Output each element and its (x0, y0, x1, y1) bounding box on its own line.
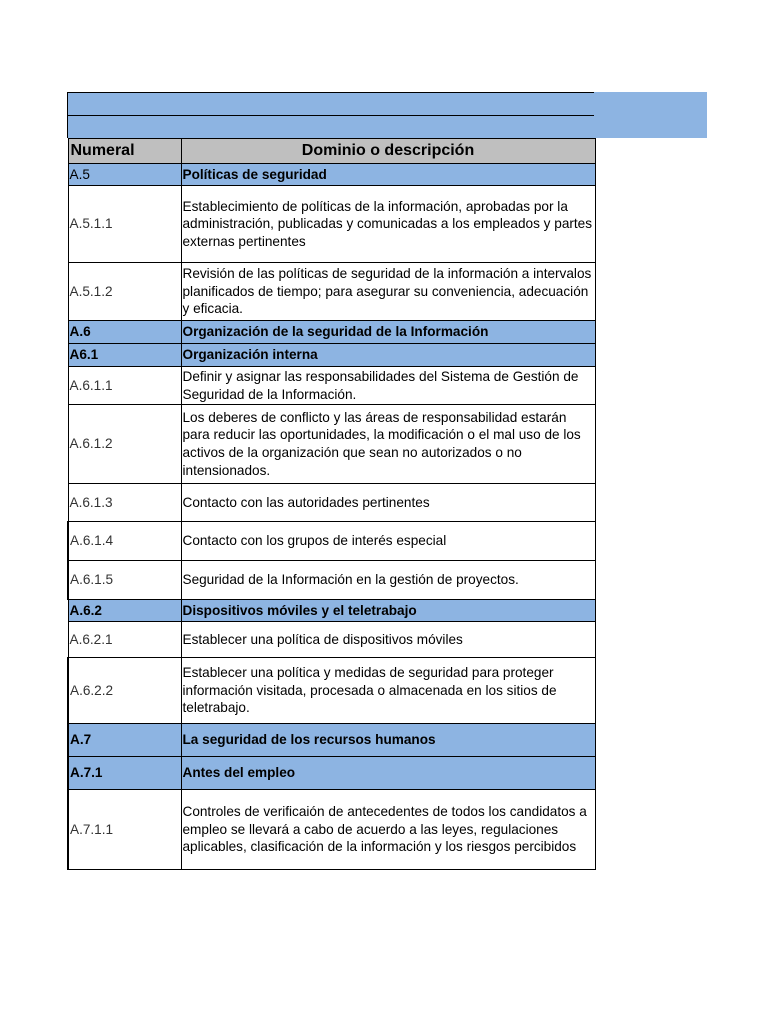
cell-descripcion[interactable]: Establecimiento de políticas de la información, aprobadas por la administración, publicadas y comunicadas a los empleados y partes externas pertinentes (181, 186, 595, 263)
table-row (68, 263, 595, 321)
cell-descripcion[interactable]: Los deberes de conflicto y las áreas de responsabilidad estarán para reducir las oportunidades, la modificación o el mal uso de los activos de la organización que sean no autorizados o no intensionados. (181, 405, 595, 484)
table-row (68, 367, 595, 405)
cell-descripcion[interactable]: Revisión de las políticas de seguridad de la información a intervalos planificados de tiempo; para asegurar su conveniencia, adecuación y eficacia. (181, 263, 595, 321)
cell-numeral[interactable]: A.6.2 (68, 600, 181, 622)
table-row (68, 561, 595, 600)
header-row (68, 139, 595, 164)
cell-numeral[interactable]: A.6.1.1 (68, 367, 181, 405)
cell-descripcion[interactable]: Establecer una política de dispositivos móviles (181, 622, 595, 658)
cell-numeral[interactable]: A.6.2.1 (68, 622, 181, 658)
table-row (68, 622, 595, 658)
section-row (68, 600, 595, 622)
cell-numeral[interactable]: A.6.1.5 (68, 561, 181, 600)
cell-numeral[interactable]: A.6.1.4 (68, 522, 181, 561)
cell-descripcion[interactable]: Controles de verificaión de antecedentes de todos los candidatos a empleo se llevará a cabo de acuerdo a las leyes, regulaciones aplicables, clasificación de la información y los riesgos percibidos (181, 790, 595, 870)
table-row (68, 405, 595, 484)
cell-descripcion[interactable]: Dispositivos móviles y el teletrabajo (181, 600, 595, 622)
cell-numeral[interactable]: A6.1 (68, 344, 181, 367)
table-row (68, 186, 595, 263)
cell-numeral[interactable]: A.7.1 (68, 757, 181, 790)
section-row (68, 344, 595, 367)
cell-descripcion[interactable]: Políticas de seguridad (181, 164, 595, 186)
cell-numeral[interactable]: A.6.2.2 (68, 658, 181, 724)
cell-numeral[interactable]: A.7 (68, 724, 181, 757)
cell-descripcion[interactable]: Antes del empleo (181, 757, 595, 790)
section-row (68, 724, 595, 757)
cell-numeral[interactable]: A.5.1.2 (68, 263, 181, 321)
cell-descripcion[interactable]: Contacto con los grupos de interés especial (181, 522, 595, 561)
table-row (68, 790, 595, 870)
cell-numeral[interactable]: A.5 (68, 164, 181, 186)
section-row (68, 164, 595, 186)
cell-descripcion[interactable]: La seguridad de los recursos humanos (181, 724, 595, 757)
cell-numeral[interactable]: A.7.1.1 (68, 790, 181, 870)
cell-descripcion[interactable]: Seguridad de la Información en la gestión de proyectos. (181, 561, 595, 600)
section-row (68, 757, 595, 790)
cell-descripcion[interactable]: Organización de la seguridad de la Información (181, 321, 595, 344)
header-numeral[interactable]: Numeral (68, 139, 181, 164)
cell-descripcion[interactable]: Definir y asignar las responsabilidades del Sistema de Gestión de Seguridad de la Información. (181, 367, 595, 405)
section-row (68, 321, 595, 344)
cell-numeral[interactable]: A.6.1.3 (68, 484, 181, 522)
table-row (68, 658, 595, 724)
cell-descripcion[interactable]: Establecer una política y medidas de seguridad para proteger información visitada, procesada o almacenada en los sitios de teletrabajo. (181, 658, 595, 724)
cell-numeral[interactable]: A.6 (68, 321, 181, 344)
controls-table (67, 138, 596, 870)
cell-numeral[interactable]: A.6.1.2 (68, 405, 181, 484)
cell-numeral[interactable]: A.5.1.1 (68, 186, 181, 263)
header-descripcion[interactable]: Dominio o descripción (181, 139, 595, 164)
table-row (68, 484, 595, 522)
cell-descripcion[interactable]: Organización interna (181, 344, 595, 367)
table-row (68, 522, 595, 561)
title-band-divider (67, 115, 594, 116)
cell-descripcion[interactable]: Contacto con las autoridades pertinentes (181, 484, 595, 522)
